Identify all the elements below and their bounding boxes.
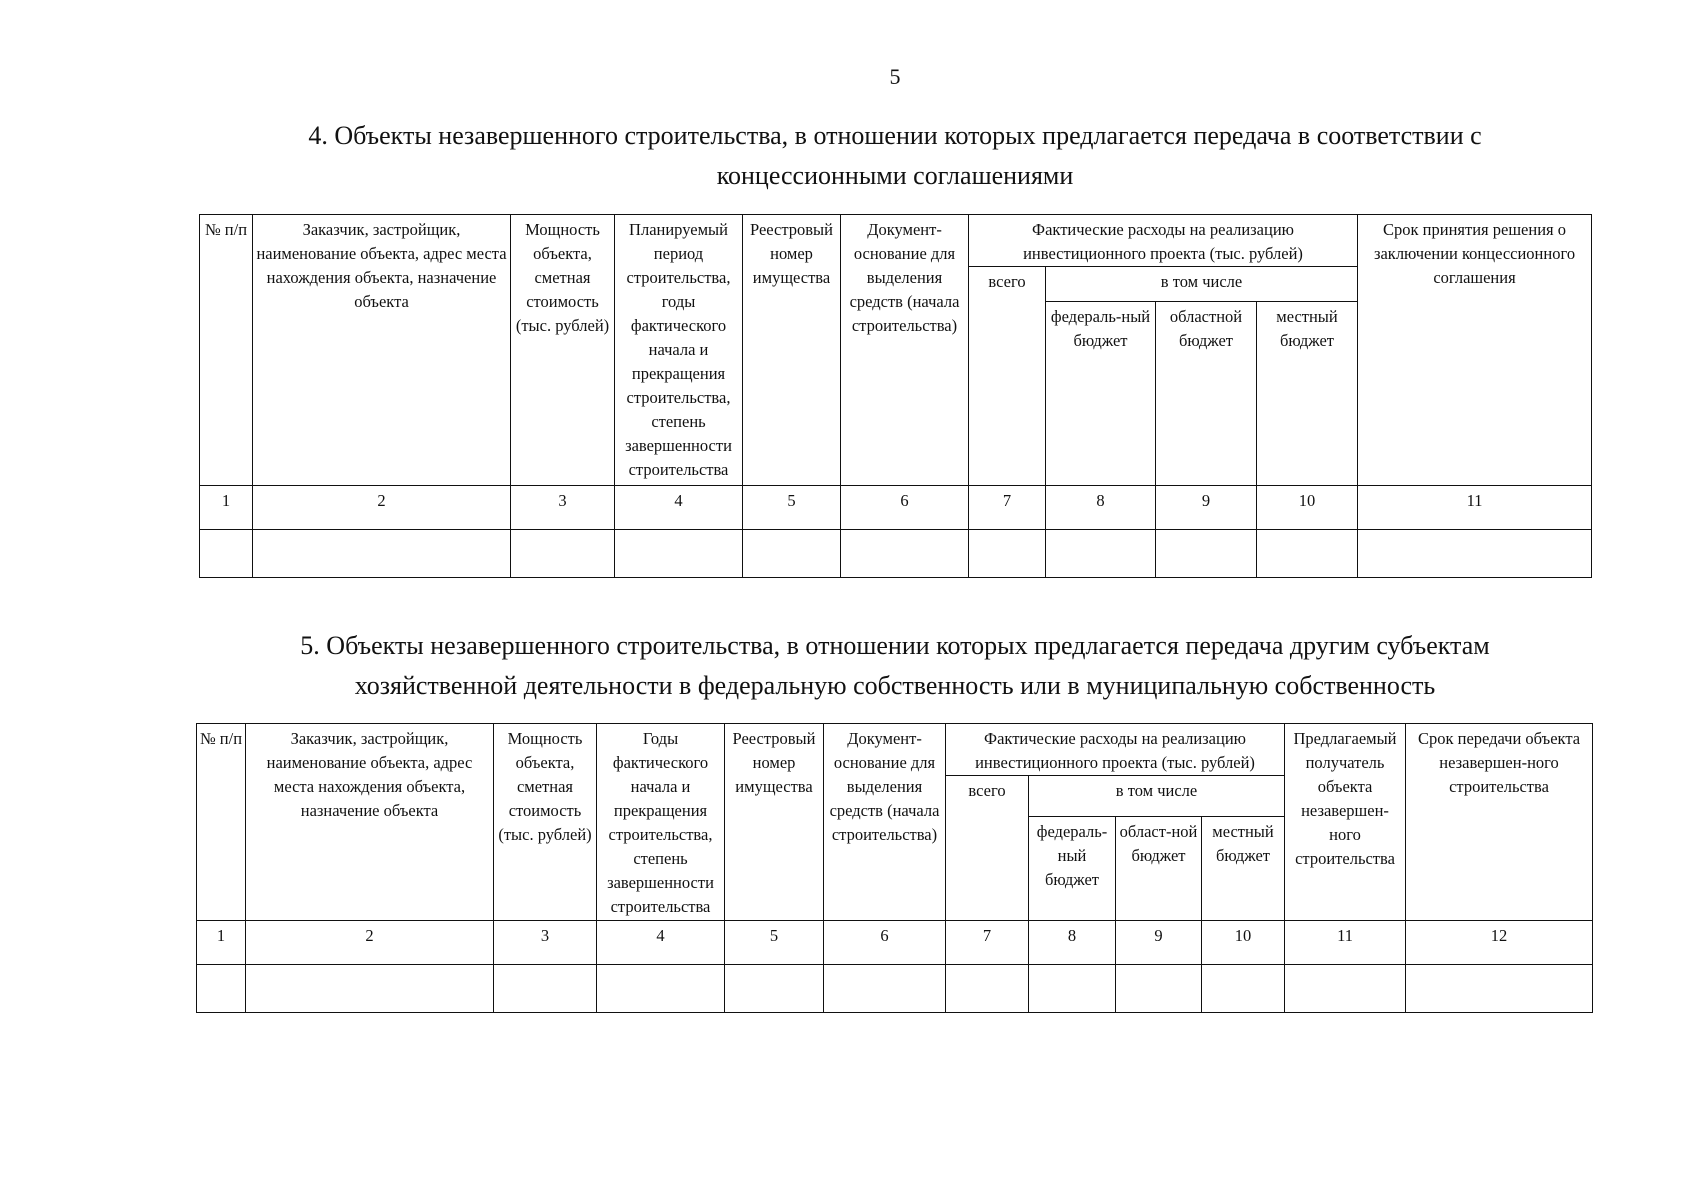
- section-4-title-line2: концессионными соглашениями: [716, 161, 1074, 190]
- empty-cell: [1202, 965, 1285, 1013]
- section-5-title: [0, 626, 1696, 706]
- header-regional-budget: областной бюджет: [1156, 302, 1257, 486]
- header-customer: Заказчик, застройщик, наименование объекта, адрес места нахождения объекта, назначение объекта: [253, 215, 511, 486]
- header-document: Документ-основание для выделения средств (начала строительства): [841, 215, 969, 486]
- header-num: № п/п: [197, 724, 246, 921]
- header-capacity: Мощность объекта, сметная стоимость (тыс. рублей): [494, 724, 597, 921]
- header-period: Планируемый период строительства, годы фактического начала и прекращения строительства, степень завершенности строительства: [615, 215, 743, 486]
- section-4-table: [199, 214, 1592, 578]
- empty-cell: [1046, 530, 1156, 578]
- column-number: 12: [1406, 921, 1593, 965]
- header-federal-budget: федераль-ный бюджет: [1029, 817, 1116, 921]
- section-4-title-line1: 4. Объекты незавершенного строительства, в отношении которых предлагается передача в соответствии с: [308, 121, 1482, 150]
- column-number: 11: [1285, 921, 1406, 965]
- column-number: 3: [494, 921, 597, 965]
- empty-data-row: [200, 530, 1592, 578]
- header-registry: Реестровый номер имущества: [743, 215, 841, 486]
- section-5-table: [196, 723, 1593, 1013]
- column-number: 1: [197, 921, 246, 965]
- column-number: 6: [841, 486, 969, 530]
- empty-cell: [197, 965, 246, 1013]
- empty-cell: [946, 965, 1029, 1013]
- column-number: 9: [1156, 486, 1257, 530]
- header-including: в том числе: [1029, 776, 1285, 817]
- empty-cell: [246, 965, 494, 1013]
- empty-cell: [824, 965, 946, 1013]
- page-number: 5: [889, 64, 901, 89]
- empty-cell: [969, 530, 1046, 578]
- empty-cell: [494, 965, 597, 1013]
- column-number: 8: [1029, 921, 1116, 965]
- column-number: 8: [1046, 486, 1156, 530]
- header-local-budget: местный бюджет: [1257, 302, 1358, 486]
- empty-cell: [725, 965, 824, 1013]
- header-customer: Заказчик, застройщик, наименование объекта, адрес места нахождения объекта, назначение объекта: [246, 724, 494, 921]
- column-number: 9: [1116, 921, 1202, 965]
- header-num: № п/п: [200, 215, 253, 486]
- column-number: 3: [511, 486, 615, 530]
- header-federal-budget: федераль-ный бюджет: [1046, 302, 1156, 486]
- empty-cell: [511, 530, 615, 578]
- header-capacity: Мощность объекта, сметная стоимость (тыс. рублей): [511, 215, 615, 486]
- header-expenses: Фактические расходы на реализацию инвестиционного проекта (тыс. рублей): [969, 215, 1358, 267]
- empty-cell: [1029, 965, 1116, 1013]
- column-number-row: [197, 921, 1593, 965]
- column-number: 10: [1257, 486, 1358, 530]
- header-transfer-deadline: Срок передачи объекта незавершен-ного строительства: [1406, 724, 1593, 921]
- column-number: 6: [824, 921, 946, 965]
- header-local-budget: местный бюджет: [1202, 817, 1285, 921]
- empty-cell: [1358, 530, 1592, 578]
- column-number: 2: [253, 486, 511, 530]
- column-number: 5: [725, 921, 824, 965]
- section-5-title-line1: 5. Объекты незавершенного строительства, в отношении которых предлагается передача другим субъектам: [300, 631, 1490, 660]
- empty-cell: [1406, 965, 1593, 1013]
- empty-cell: [615, 530, 743, 578]
- column-number-row: [200, 486, 1592, 530]
- column-number: 5: [743, 486, 841, 530]
- empty-cell: [597, 965, 725, 1013]
- column-number: 10: [1202, 921, 1285, 965]
- header-registry: Реестровый номер имущества: [725, 724, 824, 921]
- header-years: Годы фактического начала и прекращения строительства, степень завершенности строительства: [597, 724, 725, 921]
- header-regional-budget: област-ной бюджет: [1116, 817, 1202, 921]
- header-decision-deadline: Срок принятия решения о заключении концессионного соглашения: [1358, 215, 1592, 486]
- empty-data-row: [197, 965, 1593, 1013]
- column-number: 4: [615, 486, 743, 530]
- column-number: 11: [1358, 486, 1592, 530]
- empty-cell: [841, 530, 969, 578]
- header-total: всего: [946, 776, 1029, 921]
- empty-cell: [1156, 530, 1257, 578]
- column-number: 7: [946, 921, 1029, 965]
- header-total: всего: [969, 267, 1046, 486]
- column-number: 7: [969, 486, 1046, 530]
- empty-cell: [200, 530, 253, 578]
- empty-cell: [253, 530, 511, 578]
- section-5-title-line2: хозяйственной деятельности в федеральную собственность или в муниципальную собственность: [354, 671, 1436, 700]
- header-including: в том числе: [1046, 267, 1358, 302]
- header-recipient: Предлагаемый получатель объекта незавершен-ного строительства: [1285, 724, 1406, 921]
- empty-cell: [1257, 530, 1358, 578]
- header-expenses: Фактические расходы на реализацию инвестиционного проекта (тыс. рублей): [946, 724, 1285, 776]
- section-4-title: [0, 116, 1696, 196]
- empty-cell: [1285, 965, 1406, 1013]
- column-number: 4: [597, 921, 725, 965]
- column-number: 1: [200, 486, 253, 530]
- column-number: 2: [246, 921, 494, 965]
- empty-cell: [1116, 965, 1202, 1013]
- header-document: Документ-основание для выделения средств (начала строительства): [824, 724, 946, 921]
- empty-cell: [743, 530, 841, 578]
